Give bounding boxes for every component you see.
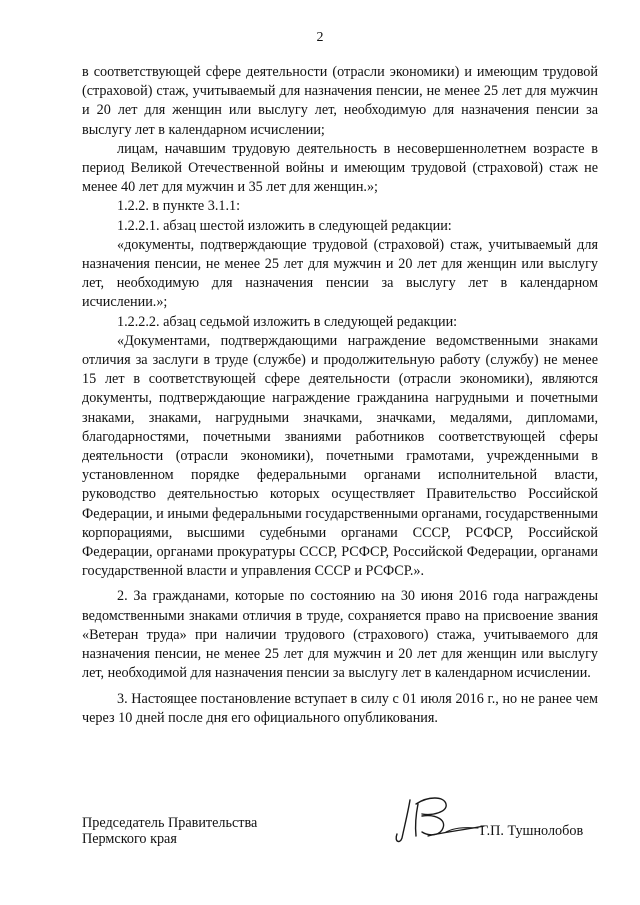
document-body <box>82 63 598 728</box>
signatory-position-line2: Пермского края <box>82 831 177 847</box>
paragraph-awards-quote: «Документами, подтверждающими награждение ведомственными знаками отличия за заслуги в труде (службе) и продолжительную работу (службу) не менее 15 лет в соответствующей сфере деятельности (отрасли экономики), являются документы, подтверждающие награждение гражданина нагрудными и почетными знаками, знаками, нагрудными значками, значками, медалями, дипломами, благодарностями, почетными званиями работников соответствующей сферы деятельности (отрасли экономики), почетными грамотами, учрежденными в установленном порядке федеральными органами исполнительной власти, руководство деятельностью которых осуществляет Правительство Российской Федерации, и иными федеральными государственными органами, государственными корпорациями, высшими судебными органами СССР, РСФСР, Российской Федерации, органами прокуратуры СССР, РСФСР, Российской Федерации, органами государственной власти и управления СССР и РСФСР.». <box>82 332 598 580</box>
paragraph-continuation: в соответствующей сфере деятельности (отрасли экономики) и имеющим трудовой (страховой) стаж, учитываемый для назначения пенсии, не менее 25 лет для мужчин и 20 лет для женщин или выслугу лет, необходимую для назначения пенсии за выслугу лет в календарном исчислении; <box>82 64 598 138</box>
paragraph-documents-quote: «документы, подтверждающие трудовой (страховой) стаж, учитываемый для назначения пенсии, не менее 25 лет для мужчин и 20 лет для женщин или выслугу лет, необходимую для назначения пенсии за выслугу лет в календарном исчислении.»; <box>82 236 598 311</box>
paragraph-item-2: 2. За гражданами, которые по состоянию на 30 июня 2016 года награждены ведомственными знаками отличия в труде, сохраняется право на присвоение звания «Ветеран труда» при наличии трудового (страхового) стажа, учитываемого для назначения пенсии, не менее 25 лет для мужчин и 20 лет для женщин или выслугу лет, необходимой для назначения пенсии за выслугу лет в календарном исчислении. <box>82 588 598 682</box>
paragraph-item-3: 3. Настоящее постановление вступает в силу с 01 июля 2016 г., но не ранее чем через 10 дней после дня его официального опубликования. <box>82 690 598 726</box>
paragraph-1-2-2-1: 1.2.2.1. абзац шестой изложить в следующей редакции: <box>117 217 452 234</box>
handwritten-signature <box>388 792 488 848</box>
paragraph-wartime-workers: лицам, начавшим трудовую деятельность в несовершеннолетнем возрасте в период Великой Отечественной войны и имеющим трудовой (страховой) стаж не менее 40 лет для мужчин и 35 лет для женщин.»; <box>82 140 598 196</box>
paragraph-1-2-2-2: 1.2.2.2. абзац седьмой изложить в следующей редакции: <box>117 313 458 330</box>
signatory-position <box>82 815 257 847</box>
signatory-name: Г.П. Тушнолобов <box>480 823 584 839</box>
paragraph-1-2-2: 1.2.2. в пункте 3.1.1: <box>117 198 241 215</box>
page-number: 2 <box>316 30 324 45</box>
signatory-position-line1: Председатель Правительства <box>82 815 258 831</box>
